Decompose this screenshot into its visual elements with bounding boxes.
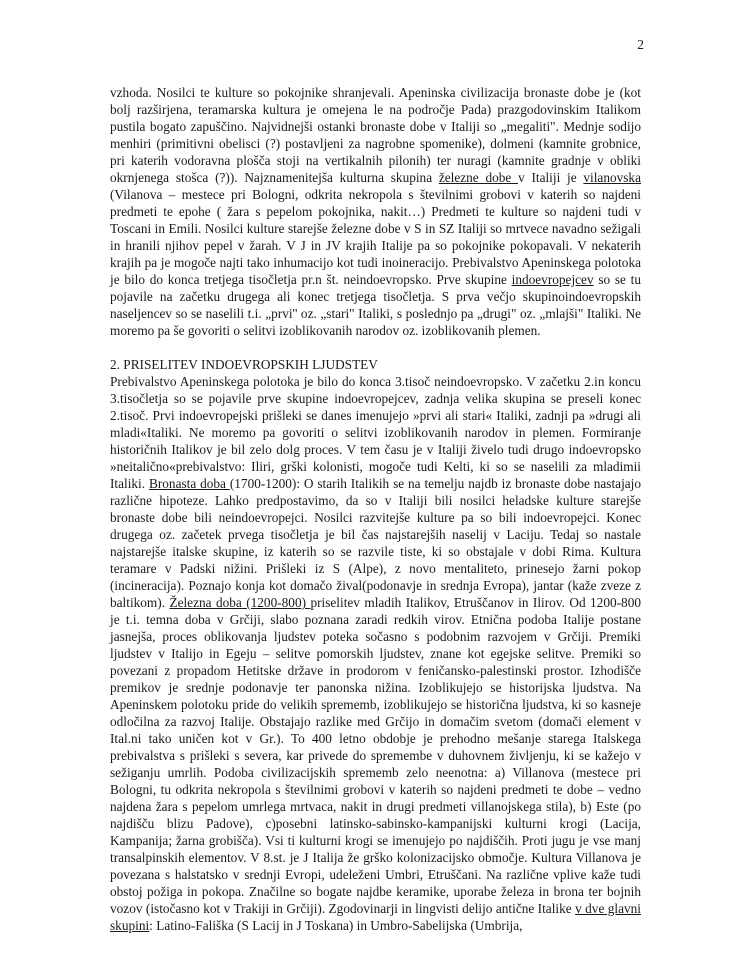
underlined-text: Železna doba (1200-800) xyxy=(169,595,311,610)
text-run: (Vilanova – mestece pri Bologni, odkrita nekropola s številnimi grobovi v katerih so najdeni predmeti te epohe ( žara s pepelom pokojnika, nakit…) Predmeti te kulture so najdeni tudi v Toscani in Emili. Nosilci kulture starejše železne dobe v S in SZ Italiji so mrtvece navadno sežigali in hranili njihov pepel v žarah. V J in JV krajih Italije pa so pokojnike pokopavali. V nekaterih krajih pa je mogoče najti tako inhumacijo kot tudi inoineracijo. Prebivalstvo Apeninskega polotoka je bilo do konca tretjega tisočletja pr.n št. neindoevropsko. Prve skupine xyxy=(110,187,641,287)
text-run: Prebivalstvo Apeninskega polotoka je bilo do konca 3.tisoč neindoevropsko. V začetku 2.in koncu 3.tisočletja so se pojavile prve skupine indoevropejcev, zadnja velika skupina se preseli konec 2.tisoč. Prvi indoevropejski prišleki se danes imenujejo »prvi ali stari« Italiki, zadnji pa »drugi ali mladi«Italiki. Ne moremo pa govoriti o selitvi izoblikovanih narodov in plemen. Formiranje historičnih Italikov je bil zelo dolg proces. V tem času je v Italiji živelo tudi drugo indoevropsko »neitalično«prebivalstvo: Iliri, grški kolonisti, mogoče tudi Kelti, ki so se naselili za mladimii Italiki. xyxy=(110,374,641,491)
page-number: 2 xyxy=(637,37,644,52)
underlined-text: indoevropejcev xyxy=(511,272,594,287)
underlined-text: v dve glavni skupini xyxy=(110,901,641,933)
text-run: vzhoda. Nosilci te kulture so pokojnike shranjevali. Apeninska civilizacija bronaste dobe je (kot bolj razširjena, teramarska kultura je omejena le na področje Pada) prazgodovinskim Italikom pustila bogato zapuščino. Najvidnejši ostanki bronaste dobe v Italiji so „megaliti". Mednje sodijo menhiri (primitivni obelisci (?) postavljeni za nagrobne spomenike), dolmeni (kamnite grobnice, pri katerih vodoravna plošča stoji na vertikalnih pilonih) ter nuragi (kamnite gradnje v obliki okrnjenega stošca (?)). Najznamenitejša kulturna skupina xyxy=(110,85,641,185)
paragraph xyxy=(110,84,641,339)
underlined-text: vilanovska xyxy=(583,170,641,185)
document-body xyxy=(110,84,641,934)
underlined-text: železne dobe xyxy=(438,170,519,185)
underlined-text: Bronasta doba xyxy=(148,476,230,491)
text-run: v Italiji je xyxy=(518,170,584,185)
text-run: (1700-1200): O starih Italikih se na temelju najdb iz bronaste dobe nastajajo različne hipoteze. Lahko predpostavimo, da so v Italiji bili nosilci heladske kulture starejše bronaste dobe bili neindoevropejci. Nosilci razvitejše kulture pa so bili indoevropejci. Konec drugega oz. začetek prvega tisočletja je bil čas najstarejših naselij v Laciju. Tedaj so nastale najstarejše italske skupine, iz katerih so se razvile tiste, ki so obstajale v dobi Rima. Kultura teramare v Padski nižini. Prišleki iz S (Alpe), z novo mentaliteto, prinesejo žarni pokop (incineracija). Poznajo konja kot domačo žival(podonavje in srednja Evropa), jantar (kaže zveze z baltikom). xyxy=(110,476,642,610)
text-run: : Latino-Fališka (S Lacij in J Toskana) in Umbro-Sabelijska (Umbrija, xyxy=(149,918,523,933)
paragraph xyxy=(110,373,641,934)
text-run: priselitev mladih Italikov, Etruščanov in Ilirov. Od 1200-800 je t.i. temna doba v Grčiji, slabo poznana zaradi redkih virov. Etnična podoba Italije postane jasnejša, proces oblikovanja ljudstev poteka sočasno s podobnim razvojem v Grčiji. Premiki ljudstev v Italijo in Egeju – selitve pomorskih ljudstev, znane kot egejske selitve. Premiki so povezani z propadom Hetitske države in prodorom v feničansko-palestinski prostor. Izhodišče premikov je srednje podonavje ter panonska nižina. Izoblikujejo se historijska ljudstva. Na Apeninskem polotoku pride do velikih sprememb, izoblikujejo se historična ljudstva, ki so kasneje odločilna za razvoj Italije. Obstajajo razlike med Grčijo in domačim svetom (domači element v Ital.ni tako uničen kot v Gr.). To 400 letno obdobje je prehodno mešanje starega Italskega prebivalstva s prišleki s severa, kar privede do spremembe v duhovnem življenju, ki se kažejo v sežiganju umrlih. Podoba civilizacijskih sprememb zelo neenotna: a) Villanova (mestece pri Bologni, tu odkrita nekropola s številnimi grobovi v katerih so najdeni predmeti te dobe – vedno najdena žara s pepelom umrlega mrtvaca, nakit in drugi predmeti villanojskega stila), b) Este (po najdišču blizu Padove), c)posebni latinsko-sabinsko-kampanijski kulturni krogi (Lacija, Kampanija; žarna grobišča). Vsi ti kulturni krogi se imenujejo po najdiščih. Proti jugu je vse manj transalpinskih elementov. V 8.st. je J Italija že grško kolonizacijsko območje. Kultura Villanova je povezana s halstatsko v srednji Evropi, udeleženi Umbri, Etruščani. Na različne vplive kaže tudi obstoj požiga in pokopa. Značilne so bogate najdbe keramike, uporabe železa in brona ter bojnih vozov (istočasno kot v Trakiji in Grčiji). Zgodovinarji in lingvisti delijo antične Italike xyxy=(110,595,641,916)
section-heading: 2. PRISELITEV INDOEVROPSKIH LJUDSTEV xyxy=(110,357,378,372)
paragraph-spacer xyxy=(110,339,641,356)
text-run: so se tu pojavile na začetku drugega ali konec tretjega tisočletja. S prva večjo skupinoindoevropskih naseljencev so se naselili t.i. „prvi'' oz. „stari" Italiki, s poslednjo pa „drugi" oz. „mlajši" Italiki. Ne moremo pa še govoriti o selitvi izoblikovanih narodov oz. izoblikovanih plemen. xyxy=(110,272,641,338)
